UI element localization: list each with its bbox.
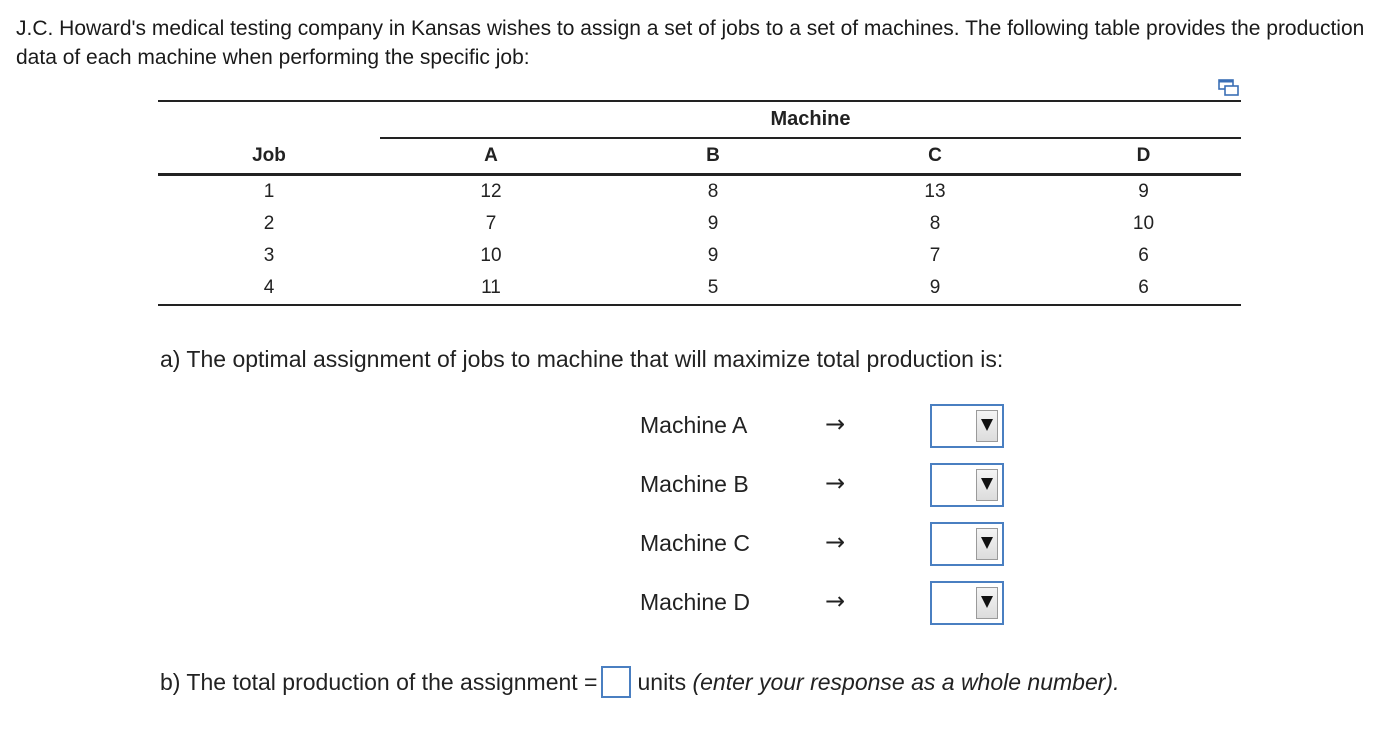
value-cell: 12 <box>480 181 502 202</box>
dropdown-arrow-icon[interactable] <box>976 587 998 619</box>
table-row <box>158 208 1241 240</box>
table-row <box>158 240 1241 272</box>
assignment-row-machine-a <box>640 404 1020 452</box>
table-row <box>158 272 1241 305</box>
machine-header-c: C <box>824 138 1046 175</box>
right-arrow-icon: → <box>825 410 846 438</box>
total-production-input[interactable] <box>601 666 631 698</box>
question-b <box>160 669 1119 698</box>
machine-label: Machine C <box>640 530 750 556</box>
assignment-row-machine-d <box>640 581 1020 629</box>
machine-label: Machine B <box>640 471 749 497</box>
value-cell: 13 <box>924 181 946 202</box>
value-cell: 7 <box>485 213 497 234</box>
job-header: Job <box>158 138 380 175</box>
value-cell: 10 <box>1132 213 1155 234</box>
machine-header-b: B <box>602 138 824 175</box>
value-cell: 8 <box>929 213 941 234</box>
problem-intro: J.C. Howard's medical testing company in Kansas wishes to assign a set of jobs to a set of machines. The following table provides the production data of each machine when performing the specific job: <box>16 17 1365 69</box>
dropdown-arrow-icon[interactable] <box>976 528 998 560</box>
assignment-row-machine-c <box>640 522 1020 570</box>
job-cell: 3 <box>263 245 275 266</box>
machine-group-header: Machine <box>380 102 1241 138</box>
empty-header-cell <box>158 102 380 138</box>
value-cell: 11 <box>380 272 602 305</box>
value-cell: 9 <box>824 272 1046 305</box>
table-row <box>158 175 1241 209</box>
value-cell: 8 <box>707 181 719 202</box>
question-b-prefix: b) The total production of the assignment = <box>160 669 598 695</box>
job-cell: 1 <box>263 181 275 202</box>
units-label: units <box>637 669 687 695</box>
question-a: a) The optimal assignment of jobs to machine that will maximize total production is: <box>160 346 1004 372</box>
dropdown-arrow-icon[interactable] <box>976 469 998 501</box>
production-table <box>158 100 1241 306</box>
assignment-row-machine-b <box>640 463 1020 511</box>
job-select-machine-c[interactable] <box>930 522 1004 566</box>
right-arrow-icon: → <box>825 587 846 615</box>
right-arrow-icon: → <box>825 528 846 556</box>
job-cell: 2 <box>263 213 275 234</box>
machine-header-a: A <box>380 138 602 175</box>
value-cell: 6 <box>1046 272 1241 305</box>
machine-header-d: D <box>1046 138 1241 175</box>
answer-hint: (enter your response as a whole number). <box>692 669 1120 695</box>
right-arrow-icon: → <box>825 469 846 497</box>
value-cell: 7 <box>929 245 941 266</box>
value-cell: 9 <box>1138 181 1149 202</box>
dropdown-arrow-icon[interactable] <box>976 410 998 442</box>
value-cell: 9 <box>707 245 719 266</box>
job-select-machine-a[interactable] <box>930 404 1004 448</box>
job-select-machine-b[interactable] <box>930 463 1004 507</box>
job-cell: 4 <box>158 272 380 305</box>
value-cell: 10 <box>480 245 502 266</box>
copy-icon[interactable] <box>1218 79 1240 97</box>
machine-label: Machine A <box>640 412 748 438</box>
machine-label: Machine D <box>640 589 750 615</box>
job-select-machine-d[interactable] <box>930 581 1004 625</box>
value-cell: 9 <box>707 213 719 234</box>
value-cell: 6 <box>1138 245 1149 266</box>
value-cell: 5 <box>602 272 824 305</box>
